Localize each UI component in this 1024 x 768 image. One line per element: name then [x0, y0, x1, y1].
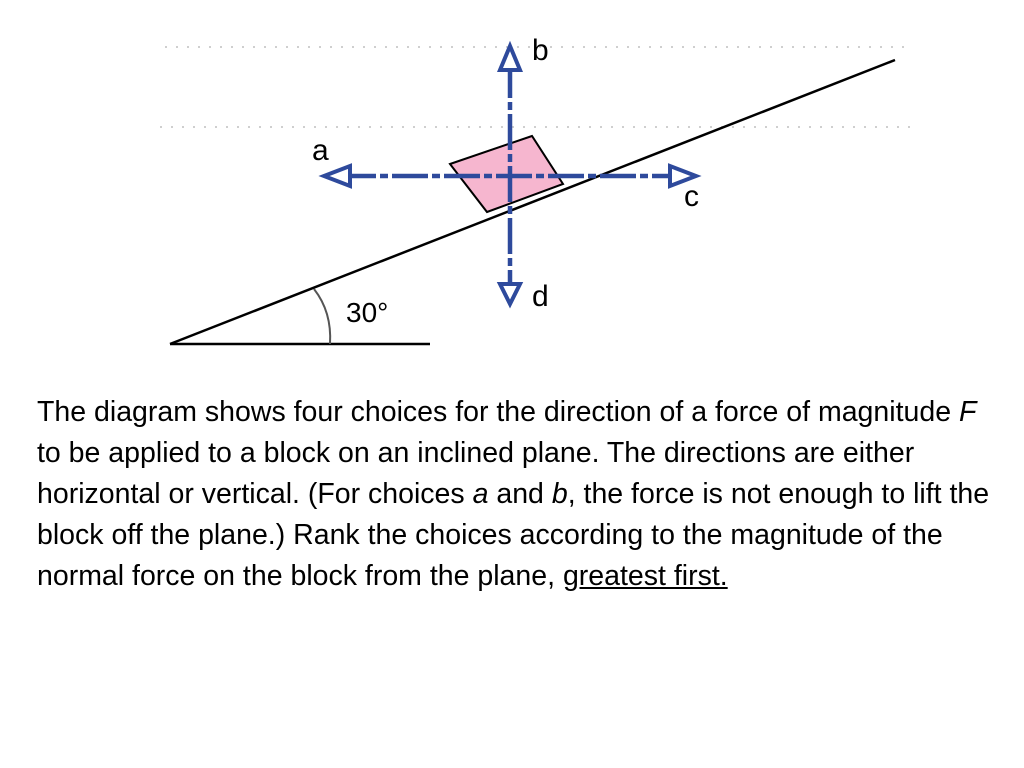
- question-part2: to be applied to a block on an inclined plane. The directions are either horizontal or vertical. (For choices: [37, 437, 915, 510]
- question-text: [37, 392, 997, 597]
- variable-b: b: [551, 478, 568, 510]
- label-a: a: [312, 134, 329, 167]
- arrowhead-b: [500, 46, 520, 70]
- angle-label: 30°: [346, 297, 389, 328]
- variable-a: a: [472, 478, 489, 510]
- arrowhead-d: [500, 284, 520, 304]
- variable-F: F: [958, 396, 977, 428]
- angle-arc: [314, 289, 330, 344]
- arrowhead-a: [324, 166, 350, 186]
- label-c: c: [684, 180, 699, 213]
- question-part4: , the force is not enough to lift the block off the plane.) Rank the choices according to the magnitude of the normal force on the block from the plane,: [37, 478, 990, 592]
- inclined-plane-diagram: [0, 0, 1024, 380]
- emphasis-greatest-first: greatest first.: [562, 560, 728, 592]
- label-b: b: [532, 34, 549, 67]
- question-part1: The diagram shows four choices for the direction of a force of magnitude: [37, 396, 959, 428]
- question-part3: and: [488, 478, 552, 510]
- label-d: d: [532, 280, 549, 313]
